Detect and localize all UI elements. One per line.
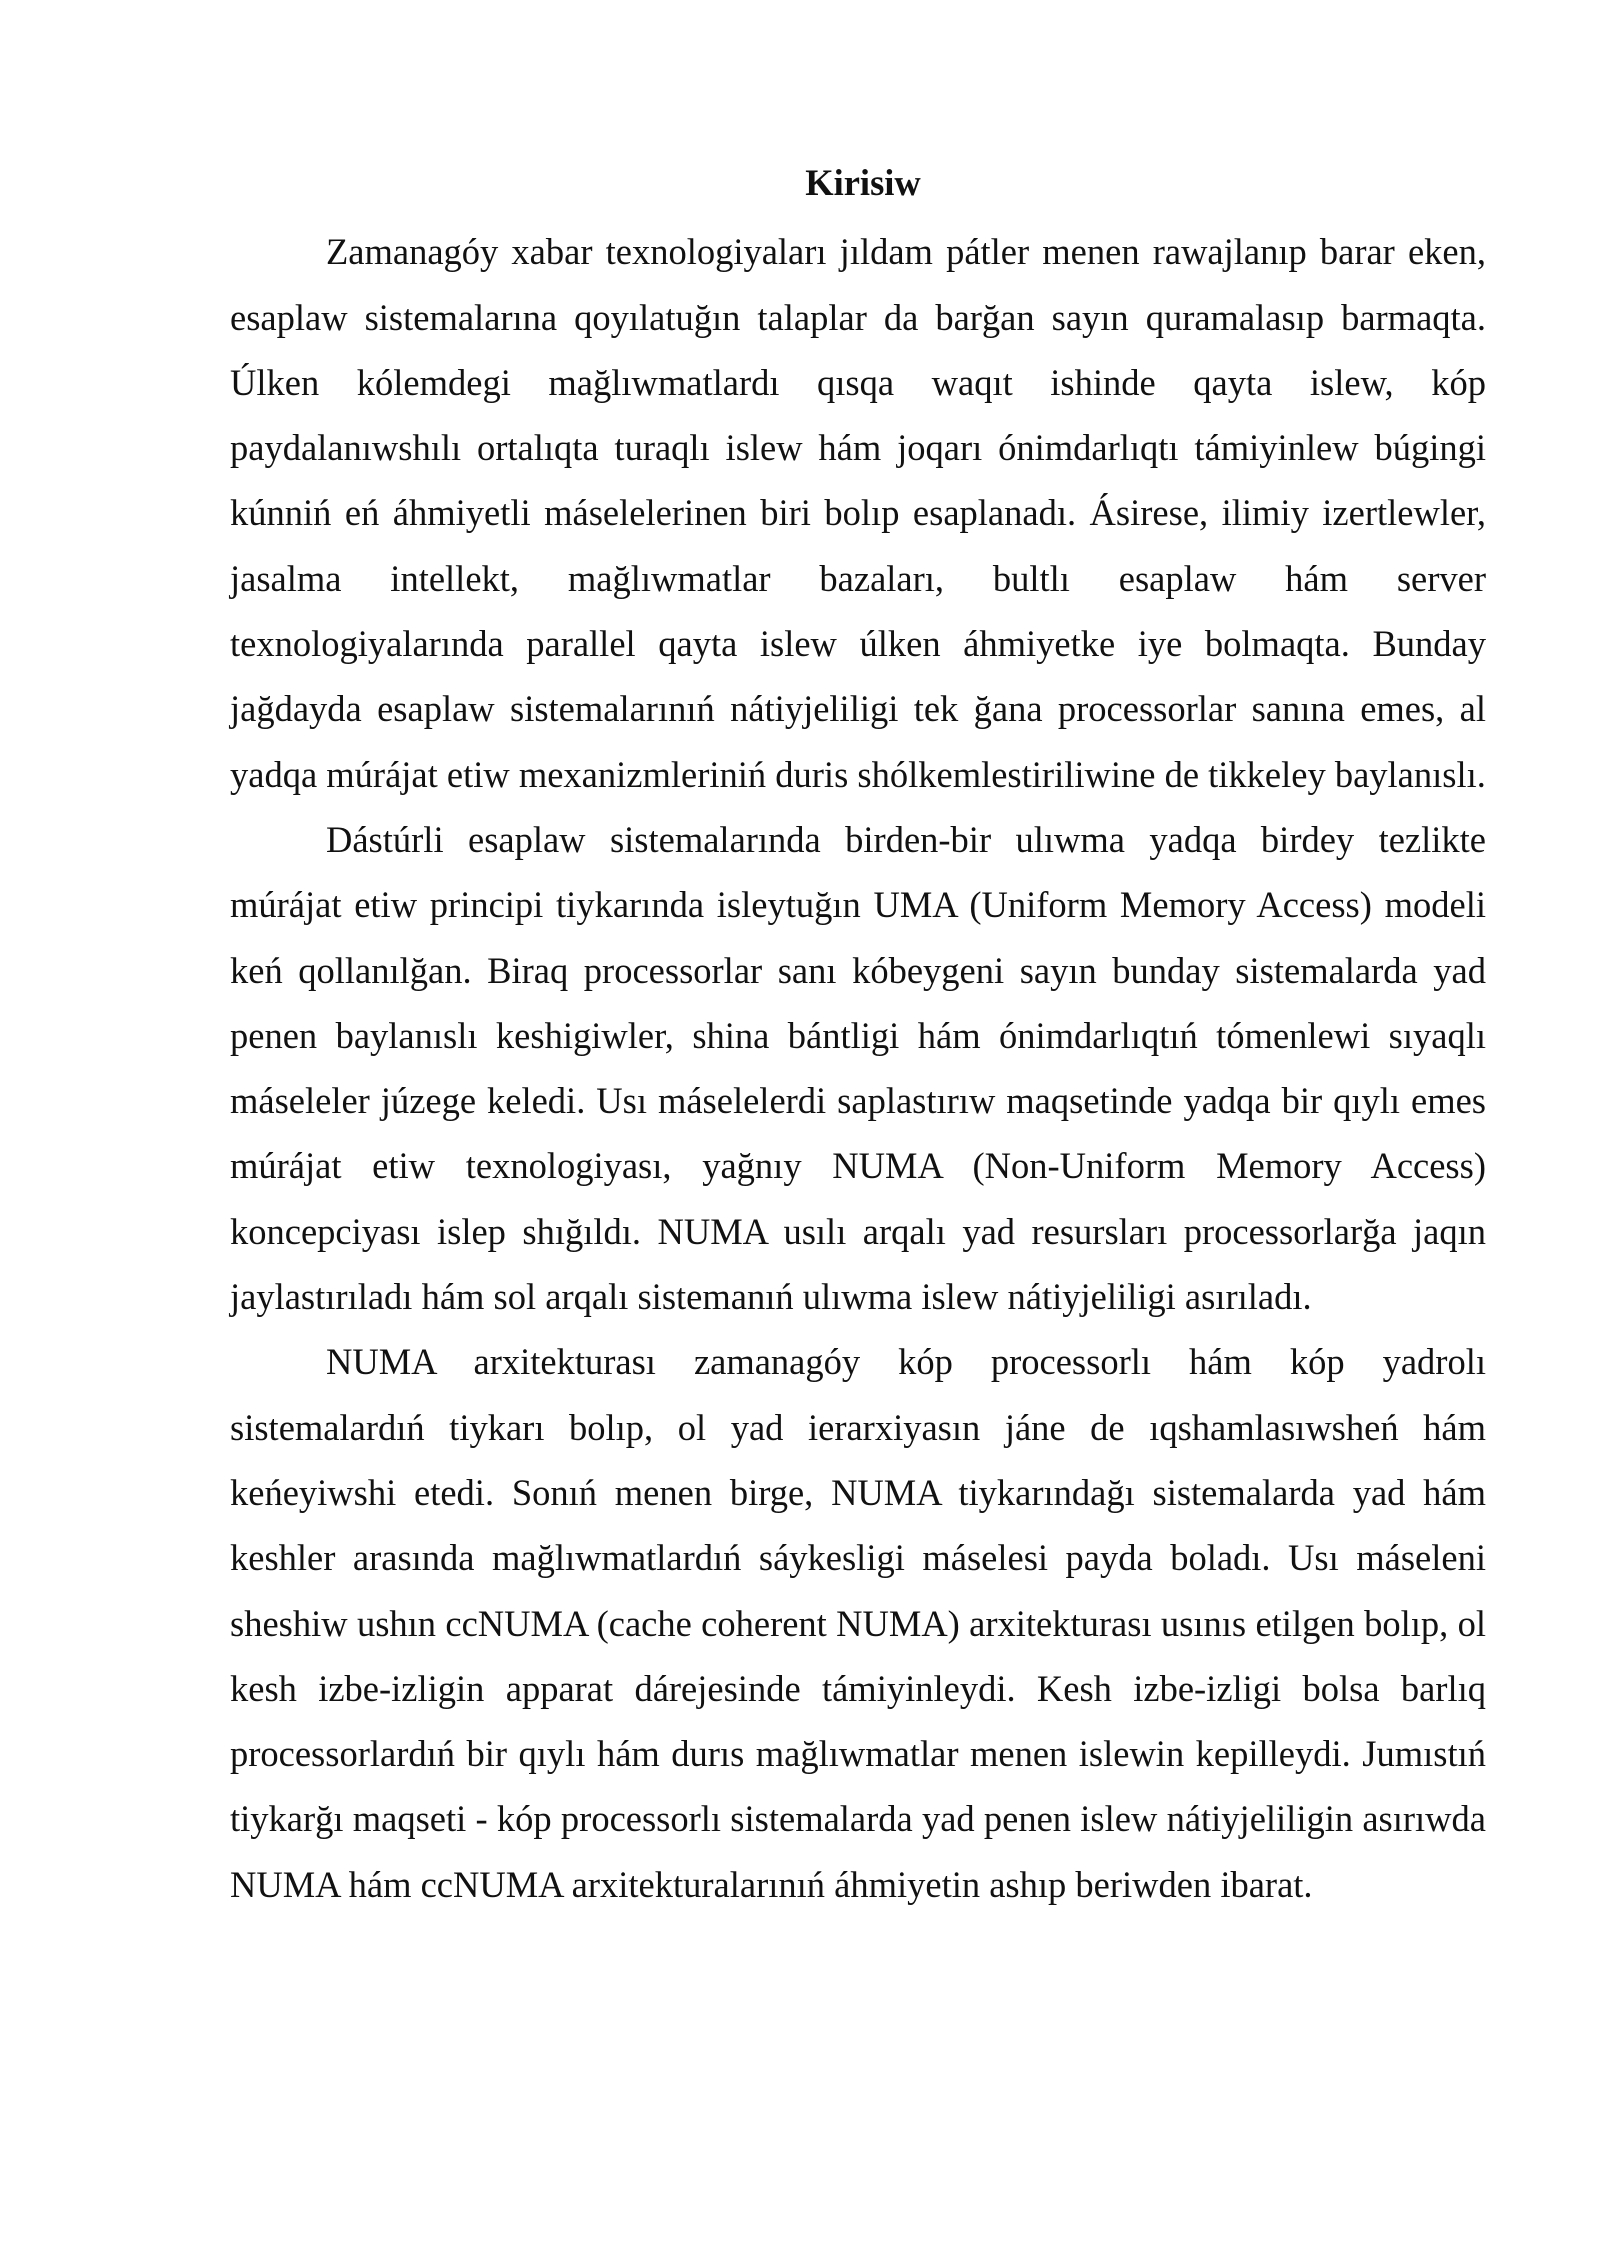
document-title: Kirisiw (805, 162, 921, 203)
paragraph-2: Dástúrli esaplaw sistemalarında birden-bir ulıwma yadqa birdey tezlikte múrájat etiw principi tiykarında isleytuğın UMA (Uniform Memory Access) modeli keń qollanılğan. Biraq processorlar sanı kóbeygeni sayın bunday sistemalarda yad penen baylanıslı keshigiwler, shina bántligi hám ónimdarlıqtıń tómenlewi sıyaqlı máseleler júzege keledi. Usı máselelerdi saplastırıw maqsetinde yadqa bir qıylı emes múrájat etiw texnologiyası, yağnıy NUMA (Non-Uniform Memory Access) koncepciyası islep shığıldı. NUMA usılı arqalı yad resursları processorlarğa jaqın jaylastırıladı hám sol arqalı sistemanıń ulıwma islew nátiyjeliligi asırıladı. (230, 818, 1486, 1318)
document-body (230, 150, 1486, 1917)
paragraph-3: NUMA arxitekturası zamanagóy kóp processorlı hám kóp yadrolı sistemalardıń tiykarı bolıp, ol yad ierarxiyasın jáne de ıqshamlasıwsheń hám keńeyiwshi etedi. Sonıń menen birge, NUMA tiykarındağı sistemalarda yad hám keshler arasında mağlıwmatlardıń sáykesligi máselesi payda boladı. Usı máseleni sheshiw ushın ccNUMA (cache coherent NUMA) arxitekturası usınıs etilgen bolıp, ol kesh izbe-izligin apparat dárejesinde támiyinleydi. Kesh izbe-izligi bolsa barlıq processorlardıń bir qıylı hám durıs mağlıwmatlar menen islewin kepilleydi. Jumıstıń tiykarğı maqseti - kóp processorlı sistemalarda yad penen islew nátiyjeliligin asırıwda NUMA hám ccNUMA arxitekturalarınıń áhmiyetin ashıp beriwden ibarat. (230, 1341, 1486, 1905)
paragraph-1: Zamanagóy xabar texnologiyaları jıldam pátler menen rawajlanıp barar eken, esaplaw sistemalarına qoyılatuğın talaplar da barğan sayın quramalasıp barmaqta. Úlken kólemdegi mağlıwmatlardı qısqa waqıt ishinde qayta islew, kóp paydalanıwshılı ortalıqta turaqlı islew hám joqarı ónimdarlıqtı támiyinlew búgingi kúnniń eń áhmiyetli máselelerinen biri bolıp esaplanadı. Ásirese, ilimiy izertlewler, jasalma intellekt, mağlıwmatlar bazaları, bultlı esaplaw hám server texnologiyalarında parallel qayta islew úlken áhmiyetke iye bolmaqta. Bunday jağdayda esaplaw sistemalarınıń nátiyjeliligi tek ğana processorlar sanına emes, al yadqa múrájat etiw mexanizmleriniń duris shólkemlestiriliwine de tikkeley baylanıslı. (230, 231, 1486, 795)
